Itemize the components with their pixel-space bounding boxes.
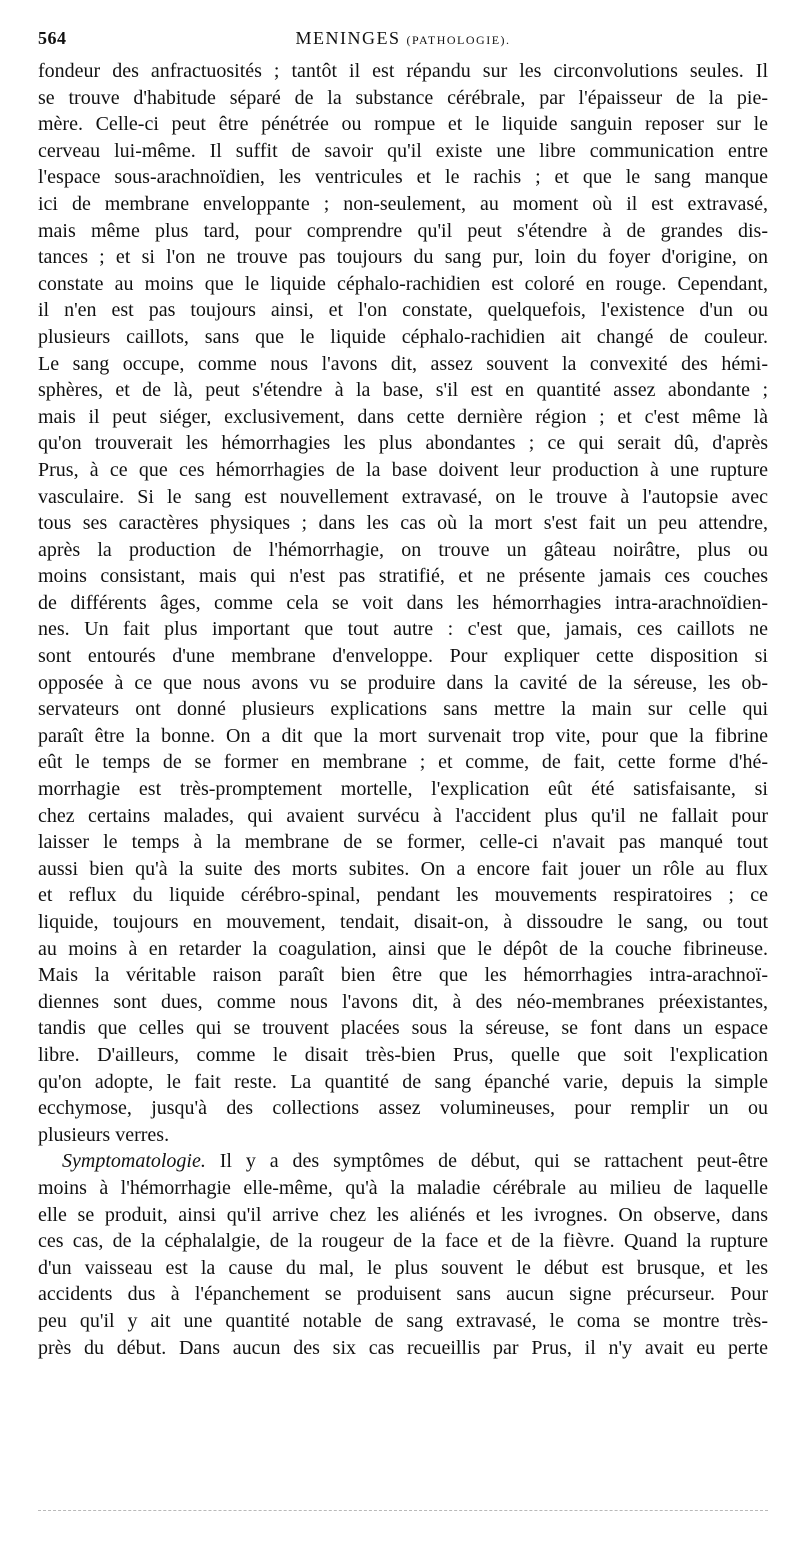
paragraph-line: libre. D'ailleurs, comme le disait très-bien Prus, quelle que soit l'explication (38, 1043, 768, 1066)
paragraph-line: liquide, toujours en mouvement, tendait, disait-on, à dissoudre le sang, ou tout (38, 911, 768, 933)
paragraph-line: aussi bien qu'à la suite des morts subites. On a encore fait jouer un rôle au flux (38, 857, 768, 880)
page-number: 564 (38, 28, 67, 48)
paragraph-line: eût le temps de se former en membrane ; et comme, de fait, cette forme d'hé- (38, 751, 768, 774)
page (38, 28, 768, 1361)
paragraph-line: ecchymose, jusqu'à des collections assez volumineuses, pour remplir un ou (38, 1097, 768, 1120)
paragraph-line: ici de membrane enveloppante ; non-seulement, au moment où il est extravasé, (38, 192, 768, 215)
section-line: peu qu'il y ait une quantité notable de sang extravasé, le coma se montre très- (38, 1309, 768, 1332)
paragraph-line: l'espace sous-arachnoïdien, les ventricules et le rachis ; et que le sang manque (38, 166, 768, 189)
section-line: elle se produit, ainsi qu'il arrive chez les aliénés et les ivrognes. On observe, dans (38, 1203, 768, 1226)
paragraph-line: paraît être la bonne. On a dit que la mort survenait trop vite, pour que la fibrine (38, 724, 768, 747)
paragraph-line: laisser le temps à la membrane de se former, celle-ci n'avait pas manqué tout (38, 831, 768, 854)
paragraph-line: Prus, à ce que ces hémorrhagies de la base doivent leur production à une rupture (38, 458, 768, 481)
section-heading: Symptomatologie. (62, 1150, 206, 1173)
section-first-line-text: Il y a des symptômes de début, qui se rattachent peut-être (205, 1150, 768, 1173)
section-line: ces cas, de la céphalalgie, de la rougeur de la face et de la fièvre. Quand la rupture (38, 1230, 768, 1253)
paragraph-line: diennes sont dues, comme nous l'avons dit, à des néo-membranes préexistantes, (38, 990, 768, 1013)
section-first-line (38, 1148, 768, 1175)
paragraph-line: tous ses caractères physiques ; dans les cas où la mort s'est fait un peu attendre, (38, 512, 768, 535)
paragraph-line: nes. Un fait plus important que tout autre : c'est que, jamais, ces caillots ne (38, 618, 768, 641)
paragraph-line: plusieurs caillots, sans que le liquide céphalo-rachidien ait changé de couleur. (38, 325, 768, 348)
paragraph-line: constate au moins que le liquide céphalo-rachidien est coloré en rouge. Cependant, (38, 272, 768, 295)
running-title-main: MENINGES (295, 28, 401, 48)
paragraph-line: mais il peut siéger, exclusivement, dans cette dernière région ; et c'est même là (38, 405, 768, 428)
footer-rule (38, 1510, 768, 1511)
paragraph-line: tances ; et si l'on ne trouve pas toujours du sang pur, loin du foyer d'origine, on (38, 246, 768, 269)
paragraph-line: mère. Celle-ci peut être pénétrée ou rompue et le liquide sanguin reposer sur le (38, 113, 768, 136)
paragraph-line: de différents âges, comme cela se voit dans les hémorrhagies intra-arachnoïdien- (38, 591, 768, 614)
section-line: près du début. Dans aucun des six cas recueillis par Prus, il n'y avait eu perte (38, 1336, 768, 1359)
paragraph-line: moins consistant, mais qui n'est pas stratifié, et ne présente jamais ces couches (38, 565, 768, 588)
running-title-sub: (PATHOLOGIE). (406, 33, 511, 47)
paragraph-line: cerveau lui-même. Il suffit de savoir qu'il existe une libre communication entre (38, 139, 768, 162)
paragraph-line: morrhagie est très-promptement mortelle, l'explication eût été satisfaisante, si (38, 778, 768, 801)
section-body (38, 1175, 768, 1361)
paragraph-line: tandis que celles qui se trouvent placées sous la séreuse, se font dans un espace (38, 1017, 768, 1040)
paragraph-line: Mais la véritable raison paraît bien être que les hémorrhagies intra-arachnoï- (38, 964, 768, 987)
paragraph-line: qu'on trouverait les hémorrhagies les plus abondantes ; ce qui serait dû, d'après (38, 432, 768, 455)
paragraph-line: fondeur des anfractuosités ; tantôt il est répandu sur les circonvolutions seules. Il (38, 60, 768, 82)
paragraph-line: chez certains malades, qui avaient survécu à l'accident plus qu'il ne fallait pour (38, 804, 768, 827)
paragraph-line: vasculaire. Si le sang est nouvellement extravasé, on le trouve à l'autopsie avec (38, 485, 768, 508)
paragraph-line: qu'on adopte, le fait reste. La quantité de sang épanché varie, depuis la simple (38, 1070, 768, 1093)
paragraph-line: opposée à ce que nous avons vu se produire dans la cavité de la séreuse, les ob- (38, 671, 768, 694)
paragraph-line: Le sang occupe, comme nous l'avons dit, assez souvent la convexité des hémi- (38, 352, 768, 375)
running-title (38, 28, 768, 49)
running-head (38, 28, 768, 58)
paragraph-line: sont entourés d'une membrane d'enveloppe. Pour expliquer cette disposition si (38, 645, 768, 668)
paragraph-line: il n'en est pas toujours ainsi, et l'on constate, quelquefois, l'existence d'un ou (38, 299, 768, 322)
paragraph-line: et reflux du liquide cérébro-spinal, pendant les mouvements respiratoires ; ce (38, 884, 768, 907)
symptomatology-section (38, 1148, 768, 1361)
paragraph-line: plusieurs verres. (38, 1123, 170, 1146)
paragraph-line: mais même plus tard, pour comprendre qu'il peut s'étendre à de grandes dis- (38, 219, 768, 242)
paragraph-line: servateurs ont donné plusieurs explications sans mettre la main sur celle qui (38, 698, 768, 721)
paragraph-line: au moins à en retarder la coagulation, ainsi que le dépôt de la couche fibrineuse. (38, 937, 768, 960)
paragraph-line: après la production de l'hémorrhagie, on trouve un gâteau noirâtre, plus ou (38, 538, 768, 561)
section-line: d'un vaisseau est la cause du mal, le plus souvent le début est brusque, et les (38, 1256, 768, 1279)
body-paragraph (38, 58, 768, 1148)
paragraph-line: sphères, et de là, peut s'étendre à la base, s'il est en quantité assez abondante ; (38, 379, 768, 402)
paragraph-line: se trouve d'habitude séparé de la substance cérébrale, par l'épaisseur de la pie- (38, 86, 768, 109)
section-line: moins à l'hémorrhagie elle-même, qu'à la maladie cérébrale au milieu de laquelle (38, 1176, 768, 1199)
section-line: accidents dus à l'épanchement se produisent sans aucun signe précurseur. Pour (38, 1283, 768, 1306)
